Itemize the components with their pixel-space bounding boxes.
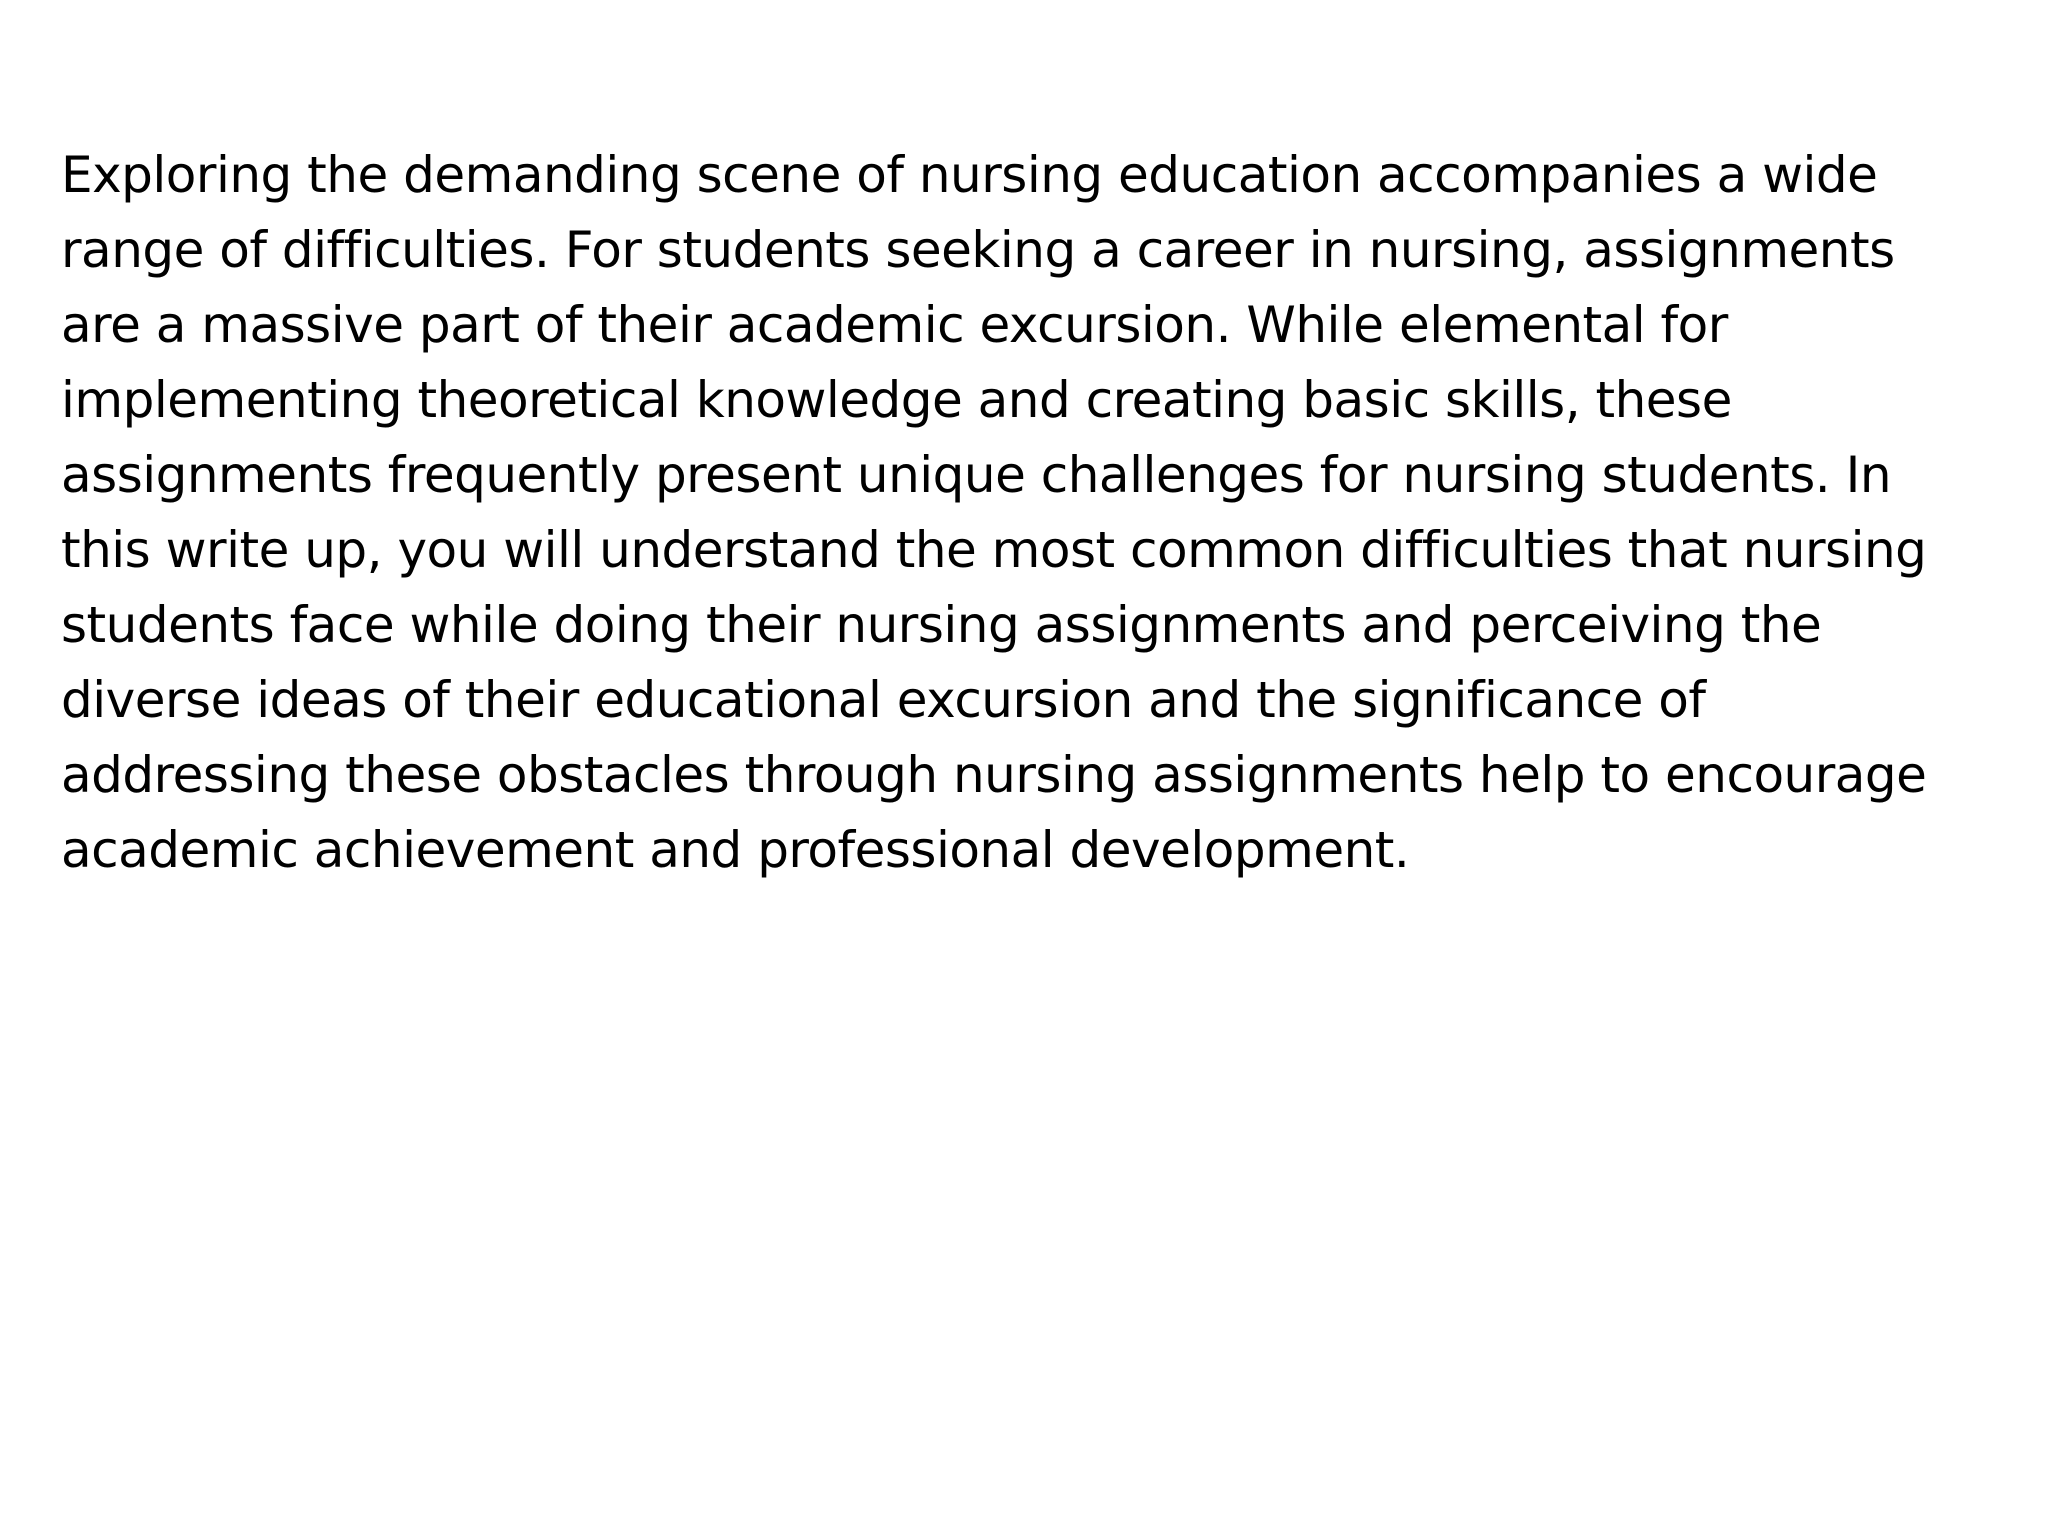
paragraph-line: academic achievement and professional development. — [61, 821, 1410, 879]
paragraph-line: implementing theoretical knowledge and creating basic skills, these — [61, 371, 1732, 429]
body-paragraph — [61, 138, 1926, 888]
paragraph-line: Exploring the demanding scene of nursing education accompanies a wide — [61, 146, 1878, 204]
paragraph-line: students face while doing their nursing assignments and perceiving the — [61, 596, 1822, 654]
paragraph-line: assignments frequently present unique challenges for nursing students. In — [61, 446, 1892, 504]
paragraph-line: are a massive part of their academic excursion. While elemental for — [61, 296, 1728, 354]
paragraph-line: addressing these obstacles through nursing assignments help to encourage — [61, 746, 1927, 804]
paragraph-line: diverse ideas of their educational excursion and the significance of — [61, 671, 1706, 729]
paragraph-line: range of difficulties. For students seeking a career in nursing, assignments — [61, 221, 1895, 279]
paragraph-line: this write up, you will understand the most common difficulties that nursing — [61, 521, 1927, 579]
